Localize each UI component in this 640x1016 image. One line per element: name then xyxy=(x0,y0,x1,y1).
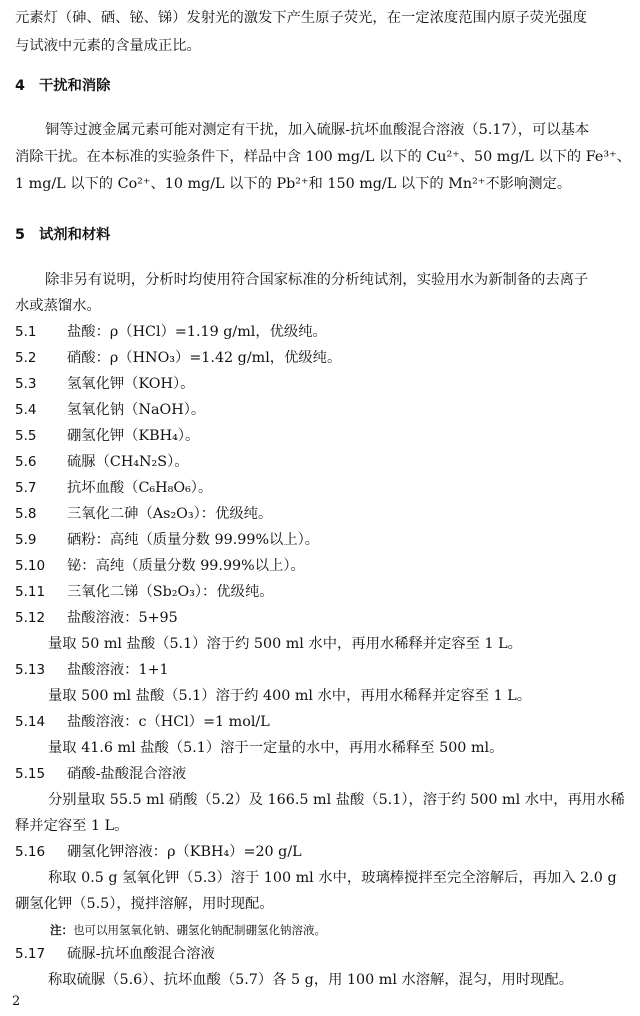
list-item xyxy=(15,944,626,964)
list-item xyxy=(15,764,626,784)
list-item xyxy=(15,660,626,680)
item-number: 5.6 xyxy=(15,454,37,470)
list-item-detail: 分别量取 55.5 ml 硝酸（5.2）及 166.5 ml 盐酸（5.1），溶于约 500 ml 水中，再用水稀 xyxy=(48,792,625,808)
list-item-detail: 称取 0.5 g 氢氧化钾（5.3）溶于 100 ml 水中，玻璃棒搅拌至完全溶解后，再加入 2.0 g xyxy=(48,870,617,886)
item-text: 硫脲（CH₄N₂S）。 xyxy=(67,454,189,470)
list-item xyxy=(15,478,626,498)
list-item xyxy=(15,530,626,550)
paragraph-line: 1 mg/L 以下的 Co²⁺、10 mg/L 以下的 Pb²⁺和 150 mg/L 以下的 Mn²⁺不影响测定。 xyxy=(15,176,572,192)
section-number: 5 xyxy=(15,227,25,243)
list-item xyxy=(15,322,626,342)
item-number: 5.2 xyxy=(15,350,37,366)
item-text: 盐酸溶液：1+1 xyxy=(67,662,169,678)
item-text: 硝酸：ρ（HNO₃）=1.42 g/ml，优级纯。 xyxy=(67,350,342,366)
section-heading-5 xyxy=(15,225,626,245)
item-text: 盐酸溶液：5+95 xyxy=(67,610,178,626)
paragraph-line: 除非另有说明，分析时均使用符合国家标准的分析纯试剂，实验用水为新制备的去离子 xyxy=(45,272,589,288)
item-text: 三氧化二锑（Sb₂O₃）：优级纯。 xyxy=(67,584,274,600)
section-number: 4 xyxy=(15,78,25,94)
page-number: 2 xyxy=(12,994,21,1009)
list-item xyxy=(15,348,626,368)
paragraph-line: 铜等过渡金属元素可能对测定有干扰，加入硫脲-抗坏血酸混合溶液（5.17），可以基本 xyxy=(45,122,590,138)
body-text-line: 与试液中元素的含量成正比。 xyxy=(15,38,201,54)
item-number: 5.9 xyxy=(15,532,37,548)
list-item xyxy=(15,374,626,394)
paragraph-line: 消除干扰。在本标准的实验条件下，样品中含 100 mg/L 以下的 Cu²⁺、50 mg/L 以下的 Fe³⁺、 xyxy=(15,149,631,165)
item-number: 5.5 xyxy=(15,428,37,444)
list-item xyxy=(15,400,626,420)
item-text: 硼氢化钾（KBH₄）。 xyxy=(67,428,200,444)
item-text: 硫脲-抗坏血酸混合溶液 xyxy=(67,946,215,962)
item-number: 5.14 xyxy=(15,714,46,730)
item-number: 5.16 xyxy=(15,844,46,860)
list-item-detail: 量取 500 ml 盐酸（5.1）溶于约 400 ml 水中，再用水稀释并定容至 1 L。 xyxy=(48,688,532,704)
list-item xyxy=(15,608,626,628)
item-text: 氢氧化钠（NaOH）。 xyxy=(67,402,206,418)
section-title: 试剂和材料 xyxy=(39,227,111,243)
list-item xyxy=(15,712,626,732)
list-item-detail: 量取 41.6 ml 盐酸（5.1）溶于一定量的水中，再用水稀释至 500 ml。 xyxy=(48,740,504,756)
item-text: 硝酸-盐酸混合溶液 xyxy=(67,766,187,782)
item-text: 抗坏血酸（C₆H₈O₆）。 xyxy=(67,480,213,496)
item-number: 5.13 xyxy=(15,662,46,678)
list-item xyxy=(15,556,626,576)
note xyxy=(50,920,626,940)
item-number: 5.1 xyxy=(15,324,37,340)
item-number: 5.3 xyxy=(15,376,37,392)
item-number: 5.8 xyxy=(15,506,37,522)
list-item xyxy=(15,452,626,472)
note-text: 也可以用氢氧化钠、硼氢化钠配制硼氢化钠溶液。 xyxy=(73,923,326,937)
paragraph-line: 水或蒸馏水。 xyxy=(15,298,101,314)
item-text: 硒粉：高纯（质量分数 99.99%以上）。 xyxy=(67,532,320,548)
item-number: 5.12 xyxy=(15,610,46,626)
item-number: 5.10 xyxy=(15,558,46,574)
item-text: 三氧化二砷（As₂O₃）：优级纯。 xyxy=(67,506,273,522)
list-item-detail: 硼氢化钾（5.5），搅拌溶解，用时现配。 xyxy=(15,896,274,912)
list-item-detail: 称取硫脲（5.6）、抗坏血酸（5.7）各 5 g，用 100 ml 水溶解，混匀，用时现配。 xyxy=(48,972,574,988)
list-item-detail: 释并定容至 1 L。 xyxy=(15,818,129,834)
list-item xyxy=(15,842,626,862)
item-text: 氢氧化钾（KOH）。 xyxy=(67,376,195,392)
section-heading-4 xyxy=(15,76,626,96)
section-title: 干扰和消除 xyxy=(39,78,111,94)
item-number: 5.17 xyxy=(15,946,46,962)
list-item xyxy=(15,504,626,524)
item-text: 盐酸溶液：c（HCl）=1 mol/L xyxy=(67,714,270,730)
note-label: 注： xyxy=(50,923,73,937)
list-item-detail: 量取 50 ml 盐酸（5.1）溶于约 500 ml 水中，再用水稀释并定容至 1 L。 xyxy=(48,636,522,652)
list-item xyxy=(15,582,626,602)
item-text: 盐酸：ρ（HCl）=1.19 g/ml，优级纯。 xyxy=(67,324,327,340)
item-number: 5.7 xyxy=(15,480,37,496)
item-number: 5.4 xyxy=(15,402,37,418)
body-text-line: 元素灯（砷、硒、铋、锑）发射光的激发下产生原子荧光，在一定浓度范围内原子荧光强度 xyxy=(15,10,587,26)
item-text: 硼氢化钾溶液：ρ（KBH₄）=20 g/L xyxy=(67,844,302,860)
item-number: 5.11 xyxy=(15,584,46,600)
list-item xyxy=(15,426,626,446)
item-number: 5.15 xyxy=(15,766,46,782)
item-text: 铋：高纯（质量分数 99.99%以上）。 xyxy=(67,558,305,574)
